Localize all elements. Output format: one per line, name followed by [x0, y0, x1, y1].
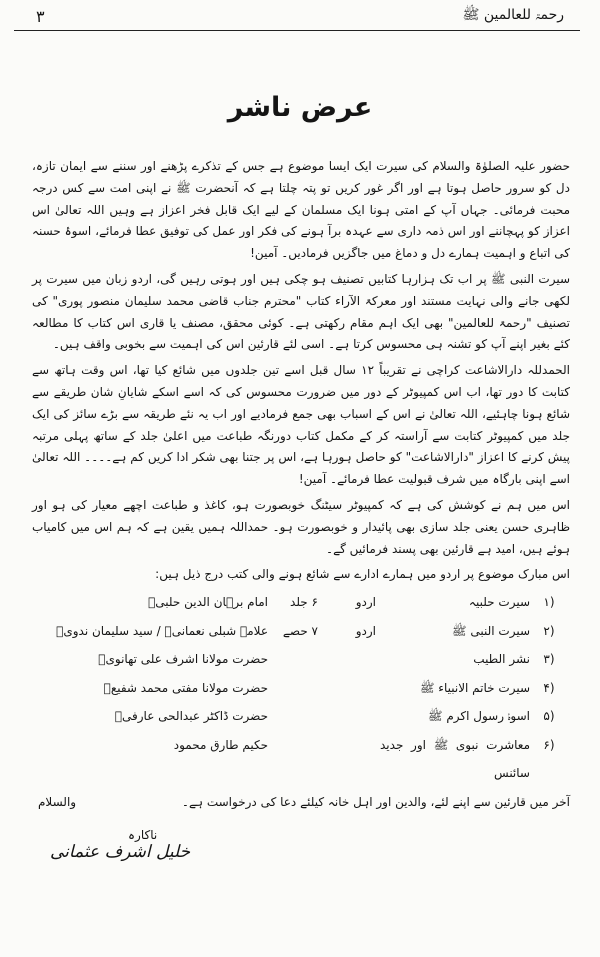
book-author: علامہ شبلی نعمانیؒ / سید سلیمان ندویؒ — [56, 623, 268, 638]
page-title: عرض ناشر — [227, 92, 373, 123]
book-language: اردو — [355, 595, 376, 610]
book-title: سیرت حلبیہ — [468, 595, 530, 610]
book-number: (۵ — [543, 709, 555, 724]
page-number: ۳ — [36, 6, 45, 26]
book-title: اسوۂ رسول اکرم ﷺ — [428, 709, 530, 724]
paragraph-3: الحمدللہ دارالاشاعت کراچی نے تقریباً ۱۲ سال قبل اسے تین جلدوں میں شائع کیا تھا، اس وقت ہاتھ سے کتابت کا دور تھا، اب اس کمپیوٹر کے دور میں ضرورت محسوس کی کہ اسے اسکے شایانِ شان طریقے سے شائع ہونا چاہئیے، اللہ تعالیٰ نے اس کے اسباب بھی جمع فرمادیے اور اب یہ نئے طریقہ سے بڑے سائز کی ایک جلد میں کمپیوٹر کتابت سے آراستہ کر کے مکمل کتاب دورنگہ طباعت میں اعلیٰ جلد کے ساتھ پہلی مرتبہ پیش کرنے کا اعزاز "دارالاشاعت" کو حاصل ہورہا ہے، اس پر جتنا بھی شکر ادا کریں کم ہے۔۔۔۔ اللہ تعالیٰ اسے اپنی بارگاہ میں شرف قبولیت عطا فرمائے۔ آمین! — [32, 363, 570, 487]
book-list-item — [32, 674, 570, 703]
book-number: (۱ — [543, 595, 555, 610]
book-author: حضرت مولانا مفتی محمد شفیعؒ — [103, 680, 268, 695]
book-list-item — [32, 617, 570, 646]
book-author: حکیم طارق محمود — [173, 737, 268, 752]
book-title: سیرت خاتم الانبیاء ﷺ — [420, 680, 530, 695]
salaam: والسلام — [38, 794, 77, 809]
book-number: (۴ — [543, 680, 555, 695]
book-number: (۲ — [543, 623, 555, 638]
closing-request: آخر میں قارئین سے اپنے لئے، والدین اور اہل خانہ کیلئے دعا کی درخواست ہے۔ — [181, 794, 570, 809]
book-volumes: ۶ جلد — [290, 595, 318, 610]
book-list-item — [32, 588, 570, 617]
book-number: (۶ — [543, 737, 555, 752]
book-list — [32, 588, 570, 788]
header-rule — [14, 30, 580, 31]
book-author: حضرت ڈاکٹر عبدالحی عارفیؒ — [114, 709, 268, 724]
book-language: اردو — [355, 623, 376, 638]
running-head-title: رحمۃ للعالمین ﷺ — [462, 7, 564, 23]
book-title: سیرت النبی ﷺ — [452, 623, 530, 638]
paragraph-1: حضور علیہ الصلوٰۃ والسلام کی سیرت ایک ایسا موضوع ہے جس کے تذکرے پڑھنے اور سننے سے ایمان تازہ، دل کو سرور حاصل ہوتا ہے اور اگر غور کریں تو پتہ چلتا ہے کہ آنحضرت ﷺ نے اپنی امت سے کس درجہ محبت فرمائی۔ جہاں آپ کے امتی ہونا ایک مسلمان کے لیے ایک قابل فخر اعزاز ہے وہیں اللہ تعالیٰ اس اعزاز کو پہچاننے اور اس ذمہ داری سے عہدہ برآ ہونے کی فکر اور عمل کی توفیق عطا فرمائے، اسوۂ حسنہ کی اتباع و اہمیت ہمارے دل و دماغ میں جاگزیں فرمادیں۔ آمین! — [32, 159, 570, 261]
book-volumes: ۷ حصے — [282, 623, 318, 638]
humble-sign-off: ناکارہ — [128, 828, 158, 843]
book-list-item — [32, 645, 570, 674]
closing-line — [32, 792, 570, 814]
book-list-item — [32, 731, 570, 788]
book-list-item — [32, 702, 570, 731]
running-head — [36, 6, 564, 26]
book-number: (۳ — [543, 652, 555, 667]
paragraph-2: سیرت النبی ﷺ پر اب تک ہزارہا کتابیں تصنیف ہو چکی ہیں اور ہوتی رہیں گی، اردو زبان میں سیرت پر لکھی جانے والی نہایت مستند اور معرکۃ الآراء کتاب "محترم جناب قاضی محمد سلیمان منصور پوری" کی تصنیف "رحمۃ للعالمین" بھی ایک اہم مقام رکھتی ہے۔ کوئی محقق، مصنف یا قاری اس کتاب کا مطالعہ کئے بغیر اپنے آپ کو تشنہ ہی محسوس کرتا ہے۔ اسی لئے قارئین اس کی اہمیت سے بخوبی واقف ہیں۔ — [32, 271, 570, 352]
book-author: حضرت مولانا اشرف علی تھانویؒ — [98, 652, 268, 667]
paragraph-4: اس میں ہم نے کوشش کی ہے کہ کمپیوٹر سیٹنگ خوبصورت ہو، کاغذ و طباعت اچھے معیار کی ہو اور ظاہری حسن یعنی جلد سازی بھی پائیدار و خوبصورت ہو۔ حمداللہ ہمیں یقین ہے کہ ہم اس میں کامیاب ہوئے ہیں، امید ہے قارئین بھی پسند فرمائیں گے۔ — [32, 497, 570, 556]
book-title: معاشرت نبوی ﷺ اور جدید سائنس — [380, 737, 530, 781]
list-intro: اس مبارک موضوع پر اردو میں ہمارے ادارے سے شائع ہونے والی کتب درج ذیل ہیں: — [155, 567, 570, 582]
signature: خلیل اشرف عثمانی — [50, 842, 191, 862]
book-author: امام برہان الدین حلبیؒ — [148, 595, 268, 610]
book-title: نشر الطیب — [473, 652, 530, 667]
publisher-note-body — [32, 156, 570, 847]
